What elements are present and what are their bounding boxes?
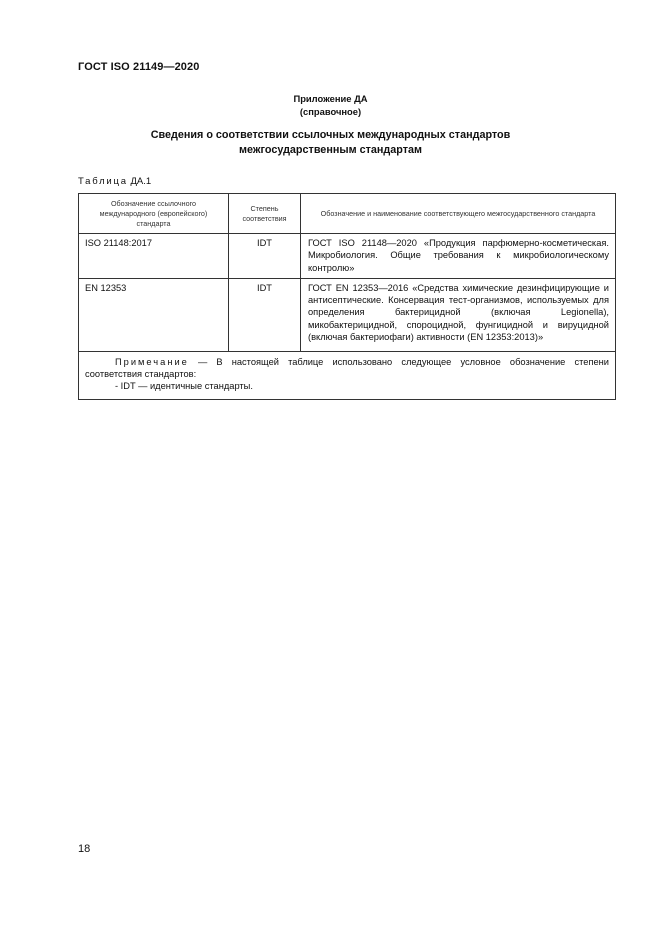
note-item (85, 380, 609, 392)
reference-cell (79, 278, 229, 351)
note-text: — В настоящей таблице использовано следующее условное обозначение степени соответствия стандартов: (85, 356, 609, 380)
table-caption (78, 176, 151, 187)
column-header-degree: Степень соответствия (229, 194, 301, 234)
note-paragraph (85, 356, 609, 380)
reference-standard: ISO 21148:2017 (85, 238, 153, 248)
national-cell (301, 234, 616, 279)
page-number: 18 (78, 843, 91, 855)
degree-cell (229, 234, 301, 279)
degree-value: IDT (257, 238, 272, 248)
national-standard: ГОСТ EN 12353—2016 «Средства химические дезинфицирующие и антисептические. Консервация тест-организмов, используемых для определения бактерицидной (включая Legionella), микобактерицидной, спороцидной, фунгицидной и вируцидной (включая бактериофаги) активности (EN 12353:2013)» (308, 282, 609, 343)
table-row (79, 234, 616, 279)
document-code: ГОСТ ISO 21149—2020 (78, 61, 200, 73)
column-header-reference: Обозначение ссылочного международного (европейского) стандарта (79, 194, 229, 234)
degree-cell (229, 278, 301, 351)
degree-value: IDT (257, 282, 272, 293)
appendix-subtitle: (справочное) (299, 106, 362, 117)
reference-standard: EN 12353 (85, 282, 127, 293)
note-label: Примечание (115, 356, 189, 367)
table-header-row (79, 194, 616, 234)
table-caption-prefix: Таблица (78, 176, 128, 187)
table-caption-id: ДА.1 (130, 176, 152, 187)
section-heading-line2: межгосударственным стандартам (239, 144, 422, 156)
note-item-text: - IDT — идентичные стандарты. (115, 381, 253, 392)
table-row (79, 278, 616, 351)
appendix-title: Приложение ДА (293, 93, 368, 104)
national-standard: ГОСТ ISO 21148—2020 «Продукция парфюмерно-косметическая. Микробиология. Общие требования к микробиологическому контролю» (308, 238, 609, 273)
column-header-national: Обозначение и наименование соответствующего межгосударственного стандарта (301, 194, 616, 234)
reference-cell (79, 234, 229, 279)
table-note (79, 351, 616, 399)
national-cell (301, 278, 616, 351)
table-note-row (79, 351, 616, 399)
section-heading-line1: Сведения о соответствии ссылочных международных стандартов (150, 129, 511, 141)
correspondence-table (78, 193, 616, 400)
